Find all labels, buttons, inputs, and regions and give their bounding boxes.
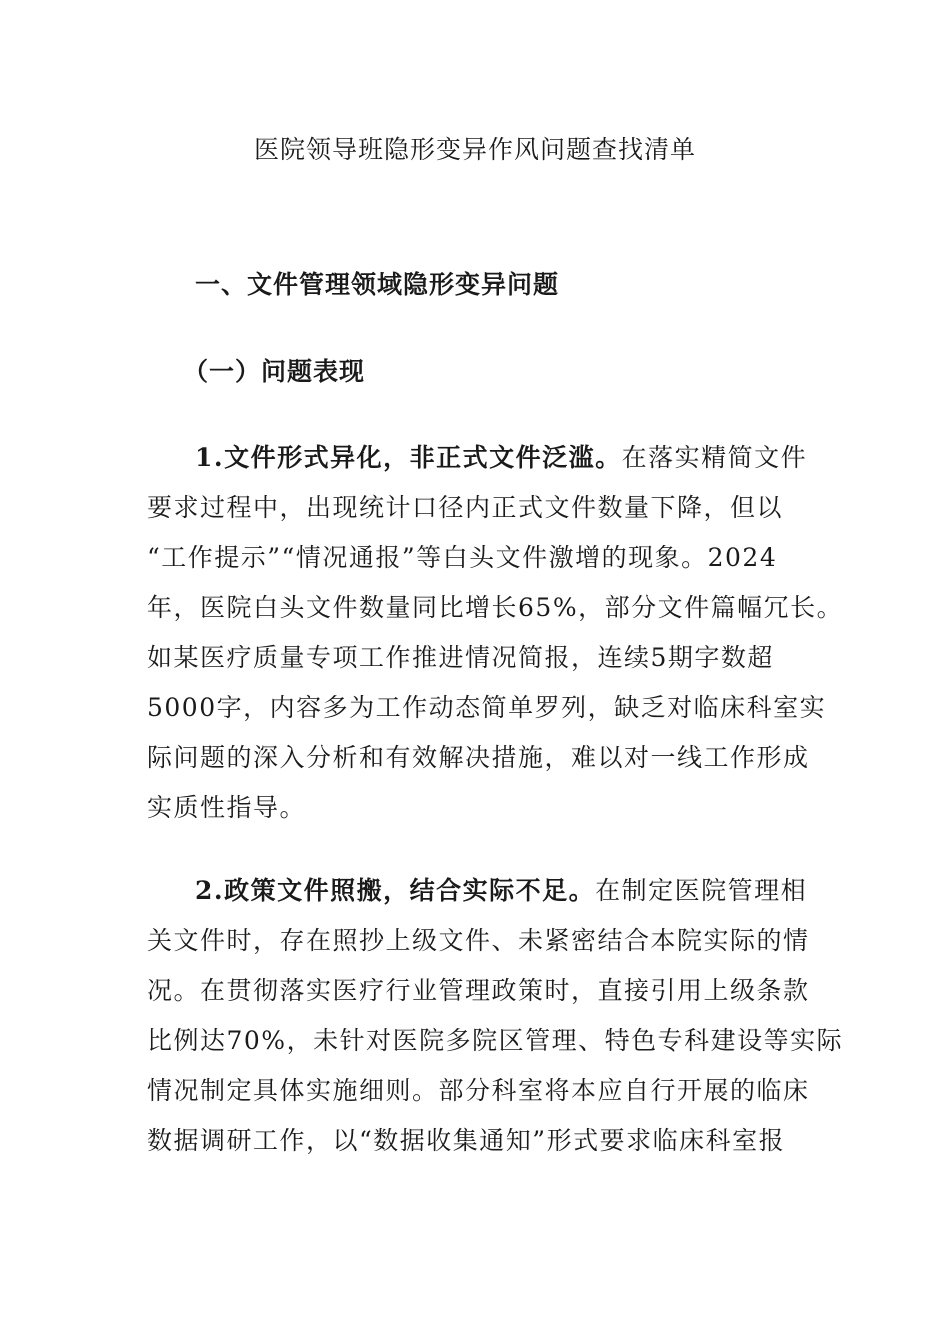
paragraph-1 [147, 433, 844, 833]
paragraph-line: 况。在贯彻落实医疗行业管理政策时，直接引用上级条款 [147, 976, 810, 1005]
paragraph-line [147, 433, 808, 483]
paragraph-line: 如某医疗质量专项工作推进情况简报，连续5期字数超 [147, 643, 774, 672]
document-title: 医院领导班隐形变异作风问题查找清单 [253, 135, 696, 164]
paragraph-text: 在制定医院管理相 [595, 876, 808, 905]
paragraph-line: 要求过程中，出现统计口径内正式文件数量下降，但以 [147, 493, 784, 522]
paragraph-line: 数据调研工作，以“数据收集通知”形式要求临床科室报 [147, 1126, 786, 1155]
paragraph-line [147, 866, 808, 916]
paragraph-line: “工作提示”“情况通报”等白头文件激增的现象。2024 [147, 543, 778, 572]
section-heading: 一、文件管理领域隐形变异问题 [195, 270, 560, 299]
paragraph-text: 在落实精简文件 [621, 443, 808, 472]
paragraph-line: 关文件时，存在照抄上级文件、未紧密结合本院实际的情 [147, 926, 810, 955]
paragraph-line: 际问题的深入分析和有效解决措施，难以对一线工作形成 [147, 743, 810, 772]
paragraph-lead: 2.政策文件照搬，结合实际不足。 [195, 876, 596, 905]
paragraph-lead: 1.文件形式异化，非正式文件泛滥。 [195, 443, 622, 472]
paragraph-line: 5000字，内容多为工作动态简单罗列，缺乏对临床科室实 [147, 693, 827, 722]
paragraph-line: 情况制定具体实施细则。部分科室将本应自行开展的临床 [147, 1076, 810, 1105]
paragraph-line: 年，医院白头文件数量同比增长65%，部分文件篇幅冗长。 [147, 593, 844, 622]
paragraph-2 [147, 866, 844, 1166]
subsection-heading: （一）问题表现 [183, 357, 366, 386]
paragraph-line: 实质性指导。 [147, 793, 307, 822]
paragraph-line: 比例达70%，未针对医院多院区管理、特色专科建设等实际 [147, 1026, 844, 1055]
